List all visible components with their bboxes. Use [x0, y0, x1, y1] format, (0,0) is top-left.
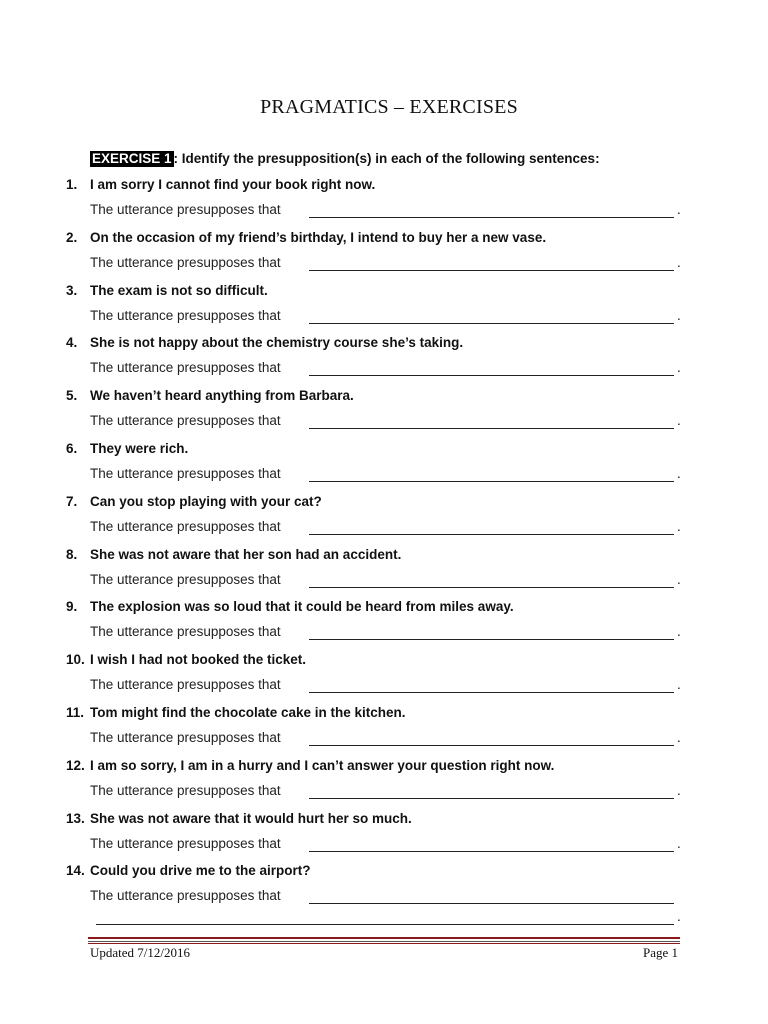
period: . — [677, 835, 681, 851]
response-prompt: The utterance presupposes that — [90, 571, 281, 587]
answer-blank[interactable] — [309, 217, 674, 218]
exercise-item — [0, 547, 768, 597]
period: . — [677, 360, 681, 376]
item-sentence: I am so sorry, I am in a hurry and I can’t answer your question right now. — [90, 757, 555, 773]
period: . — [677, 254, 681, 270]
response-prompt: The utterance presupposes that — [90, 360, 281, 376]
exercise-item — [0, 177, 768, 227]
period: . — [677, 413, 681, 429]
footer-rule — [88, 937, 680, 939]
period: . — [677, 677, 681, 693]
exercise-item — [0, 599, 768, 649]
item-number: 7. — [66, 493, 78, 509]
exercise-heading — [90, 151, 600, 166]
period: . — [677, 571, 681, 587]
exercise-item — [0, 335, 768, 385]
exercise-label: EXERCISE 1 — [92, 151, 172, 166]
response-prompt: The utterance presupposes that — [90, 677, 281, 693]
period: . — [677, 730, 681, 745]
item-sentence: I wish I had not booked the ticket. — [90, 652, 307, 668]
item-sentence: I am sorry I cannot find your book right now. — [90, 177, 376, 192]
answer-blank[interactable] — [309, 270, 674, 271]
item-sentence: She was not aware that it would hurt her so much. — [90, 810, 412, 826]
item-sentence: She was not aware that her son had an accident. — [90, 546, 402, 562]
item-number: 2. — [66, 229, 78, 245]
answer-blank[interactable] — [309, 375, 674, 376]
answer-blank[interactable] — [309, 428, 674, 429]
footer-updated: Updated 7/12/2016 — [90, 945, 191, 960]
period: . — [677, 466, 681, 481]
period: . — [677, 782, 681, 798]
item-sentence: Could you drive me to the airport? — [90, 863, 311, 879]
response-prompt: The utterance presupposes that — [90, 254, 281, 270]
period: . — [677, 624, 681, 640]
item-number: 6. — [66, 441, 78, 456]
response-prompt: The utterance presupposes that — [90, 307, 281, 323]
item-number: 5. — [66, 388, 78, 404]
item-number: 1. — [66, 177, 78, 192]
exercise-instruction: : Identify the presupposition(s) in each of the following sentences: — [173, 151, 600, 166]
exercise-item — [0, 863, 768, 913]
answer-blank-extra[interactable] — [96, 924, 674, 925]
answer-blank[interactable] — [309, 798, 674, 799]
answer-blank[interactable] — [309, 323, 674, 324]
item-number: 14. — [66, 863, 85, 879]
response-prompt: The utterance presupposes that — [90, 624, 281, 640]
exercise-item — [0, 811, 768, 861]
exercise-item — [0, 652, 768, 702]
response-prompt: The utterance presupposes that — [90, 518, 281, 534]
answer-blank[interactable] — [309, 745, 674, 746]
exercise-item — [0, 388, 768, 438]
item-sentence: The explosion was so loud that it could be heard from miles away. — [90, 599, 514, 615]
exercise-item — [0, 283, 768, 333]
item-number: 13. — [66, 810, 85, 826]
item-number: 11. — [66, 705, 85, 720]
item-number: 8. — [66, 546, 78, 562]
response-prompt: The utterance presupposes that — [90, 413, 281, 429]
answer-blank[interactable] — [309, 903, 674, 904]
item-number: 9. — [66, 599, 78, 615]
footer-page-number: Page 1 — [642, 945, 678, 960]
answer-blank[interactable] — [309, 534, 674, 535]
item-sentence: Tom might find the chocolate cake in the kitchen. — [90, 705, 406, 720]
exercise-item — [0, 230, 768, 280]
exercise-item — [0, 705, 768, 755]
answer-blank[interactable] — [309, 692, 674, 693]
item-sentence: She is not happy about the chemistry course she’s taking. — [90, 335, 464, 351]
exercise-item — [0, 758, 768, 808]
response-prompt: The utterance presupposes that — [90, 888, 281, 904]
item-sentence: Can you stop playing with your cat? — [90, 493, 322, 509]
answer-blank[interactable] — [309, 851, 674, 852]
item-sentence: The exam is not so difficult. — [90, 282, 268, 298]
period: . — [677, 909, 681, 924]
response-prompt: The utterance presupposes that — [90, 835, 281, 851]
answer-blank[interactable] — [309, 639, 674, 640]
response-prompt: The utterance presupposes that — [90, 730, 281, 745]
item-sentence: We haven’t heard anything from Barbara. — [90, 388, 354, 404]
page-title: PRAGMATICS – EXERCISES — [260, 96, 518, 118]
answer-blank[interactable] — [309, 481, 674, 482]
item-sentence: On the occasion of my friend’s birthday, I intend to buy her a new vase. — [90, 229, 547, 245]
answer-blank[interactable] — [309, 587, 674, 588]
item-number: 10. — [66, 652, 85, 668]
footer-rule — [88, 941, 680, 942]
period: . — [677, 202, 681, 217]
footer-rule — [88, 943, 680, 944]
response-prompt: The utterance presupposes that — [90, 782, 281, 798]
period: . — [677, 307, 681, 323]
exercise-item — [0, 441, 768, 491]
item-number: 12. — [66, 757, 85, 773]
exercise-item — [0, 494, 768, 544]
item-number: 3. — [66, 282, 78, 298]
response-prompt: The utterance presupposes that — [90, 466, 281, 481]
response-prompt: The utterance presupposes that — [90, 202, 281, 217]
item-sentence: They were rich. — [90, 441, 189, 456]
item-number: 4. — [66, 335, 78, 351]
period: . — [677, 518, 681, 534]
